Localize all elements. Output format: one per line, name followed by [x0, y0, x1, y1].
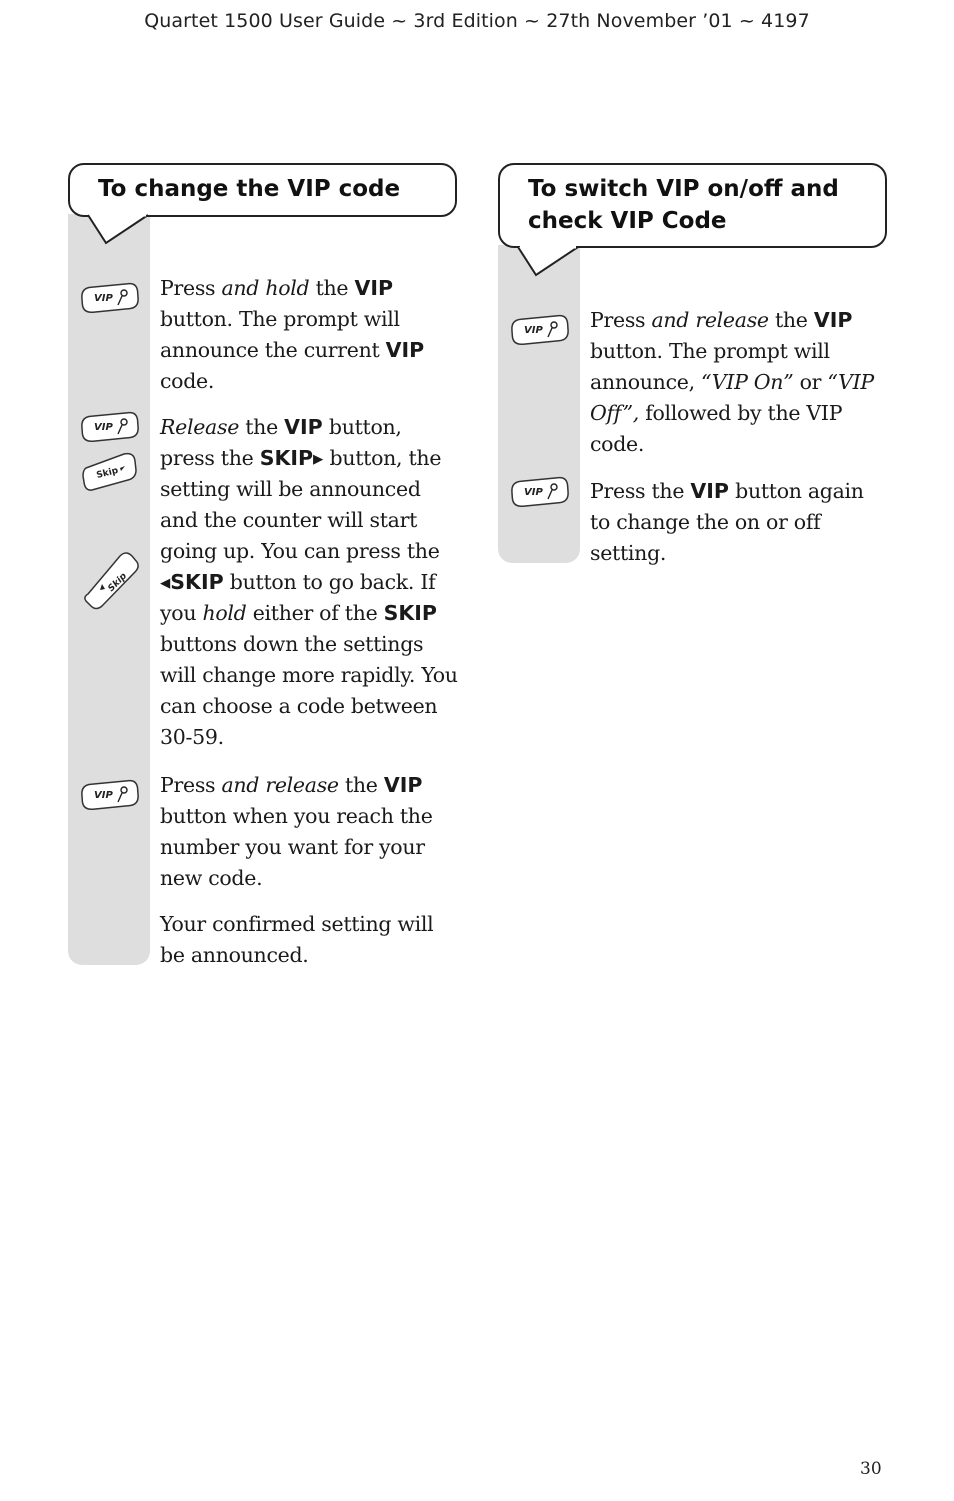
left-step-2: Release the VIP button, press the SKIP▸ button, the setting will be announced and the counter will start going up. You can press the ◂SKIP button to go back. If you hold either of the SKIP buttons down the settings will change more rapidly. You can choose a code between 30-59.	[160, 415, 458, 749]
vip-button-icon	[78, 779, 142, 811]
vip-button-icon	[78, 282, 142, 314]
left-heading-box	[68, 163, 457, 217]
skip-forward-button-icon	[80, 448, 140, 494]
vip-button-icon	[78, 411, 142, 443]
right-heading-line-1: To switch VIP on/off and	[528, 176, 839, 202]
left-step-3: Press and release the VIP button when you reach the number you want for your new code.	[160, 773, 433, 890]
vip-button-icon	[508, 476, 572, 508]
right-heading-line-2: check VIP Code	[528, 208, 727, 234]
skip-icon-label: Skip	[106, 571, 130, 595]
right-step-1: Press and release the VIP button. The prompt will announce, “VIP On” or “VIP Off”, followed by the VIP code.	[590, 308, 874, 456]
vip-icon-label: VIP	[94, 293, 113, 304]
vip-icon-label: VIP	[94, 790, 113, 801]
left-step-4: Your confirmed setting will be announced.	[160, 912, 434, 967]
running-head: Quartet 1500 User Guide ~ 3rd Edition ~ 27th November ’01 ~ 4197	[144, 10, 810, 32]
right-step-bar	[498, 245, 580, 563]
vip-icon-label: VIP	[524, 325, 543, 336]
right-heading-box	[498, 163, 887, 248]
left-step-1: Press and hold the VIP button. The prompt will announce the current VIP code.	[160, 276, 425, 393]
page-number: 30	[860, 1459, 882, 1479]
left-heading-tail	[86, 213, 150, 247]
vip-icon-label: VIP	[524, 487, 543, 498]
left-heading: To change the VIP code	[98, 176, 401, 202]
skip-icon-label: Skip	[95, 465, 120, 481]
vip-button-icon	[508, 314, 572, 346]
vip-icon-label: VIP	[94, 422, 113, 433]
right-heading-tail	[516, 245, 580, 279]
skip-back-button-icon	[80, 550, 142, 612]
right-step-2: Press the VIP button again to change the on or off setting.	[590, 479, 864, 565]
